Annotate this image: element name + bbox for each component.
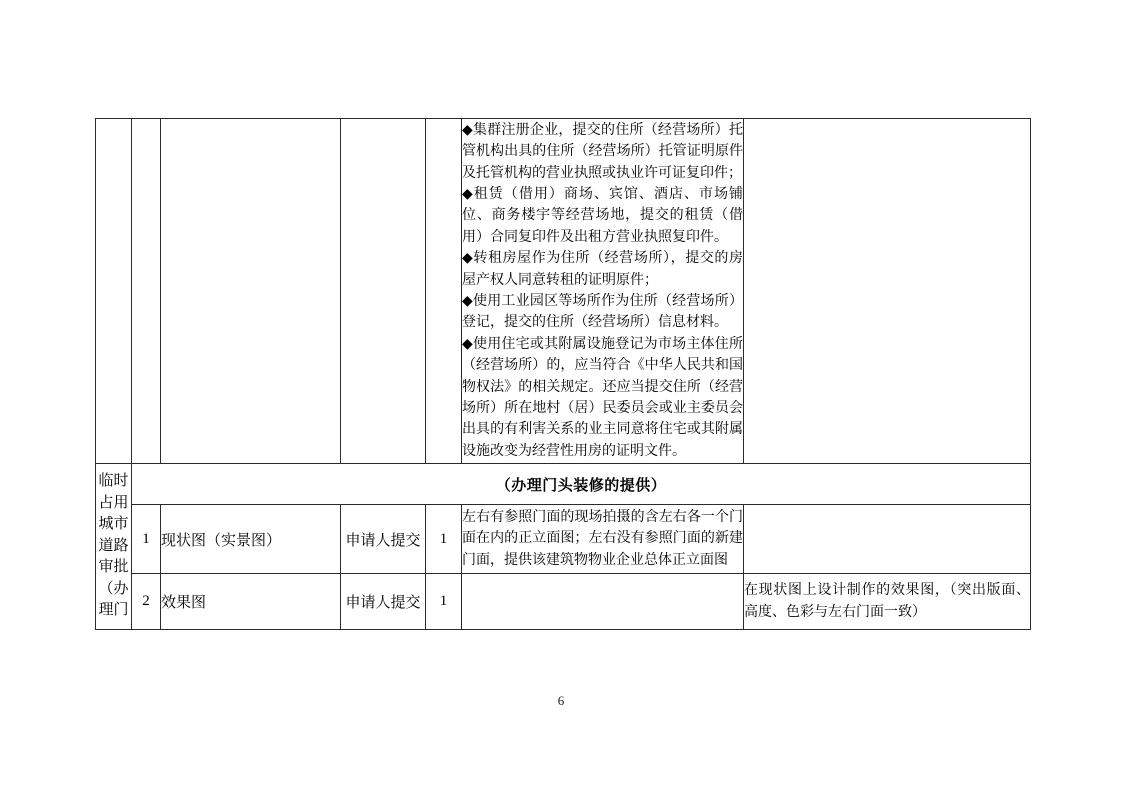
requirement-bullet: ◆转租房屋作为住所（经营场所），提交的房屋产权人同意转租的证明原件； [462,251,743,288]
continuation-row [96,119,1031,464]
table-row [96,505,1031,574]
empty-count-cell [426,119,462,464]
continuation-requirements-cell [462,119,744,464]
requirement-bullet: ◆使用工业园区等场所作为住所（经营场所）登记，提交的住所（经营场所）信息材料。 [462,294,743,331]
empty-section-cell [96,119,132,464]
empty-remark-cell [744,119,1031,464]
empty-name-cell [161,119,341,464]
section-label: 临时占用城市道路审批（办理门 [96,464,132,630]
row-seq: 1 [132,505,161,574]
page-number: 6 [557,693,565,708]
requirement-bullet: ◆使用住宅或其附属设施登记为市场主体住所（经营场所）的，应当符合《中华人民共和国物权法》的相关规定。还应当提交住所（经营场所）所在地村（居）民委员会或业主委员会出具的有利害关系的业主同意将住宅或其附属设施改变为经营性用房的证明文件。 [462,336,743,459]
subsection-header: （办理门头装修的提供） [132,464,1031,505]
submitter: 申请人提交 [341,574,426,630]
requirement-bullet: ◆租赁（借用）商场、宾馆、酒店、市场铺位、商务楼宇等经营场地，提交的租赁（借用）合同复印件及出租方营业执照复印件。 [462,186,743,245]
empty-submitter-cell [341,119,426,464]
requirement-bullet: ◆集群注册企业，提交的住所（经营场所）托管机构出具的住所（经营场所）托管证明原件及托管机构的营业执照或执业许可证复印件； [462,122,743,181]
material-description [462,574,744,630]
material-name: 现状图（实景图） [161,505,341,574]
material-remark [744,574,1031,630]
empty-seq-cell [132,119,161,464]
material-description [462,505,744,574]
remark-text: 在现状图上设计制作的效果图，（突出版面、高度、色彩与左右门面一致） [744,583,1030,620]
table-row [96,574,1031,630]
copy-count: 1 [426,505,462,574]
row-seq: 2 [132,574,161,630]
material-remark [744,505,1031,574]
materials-table [95,118,1031,630]
material-name: 效果图 [161,574,341,630]
subsection-header-row [96,464,1031,505]
submitter: 申请人提交 [341,505,426,574]
copy-count: 1 [426,574,462,630]
description-text: 左右有参照门面的现场拍摄的含左右各一个门面在内的正立面图；左右没有参照门面的新建门面，提供该建筑物物业企业总体正立面图 [462,509,743,568]
